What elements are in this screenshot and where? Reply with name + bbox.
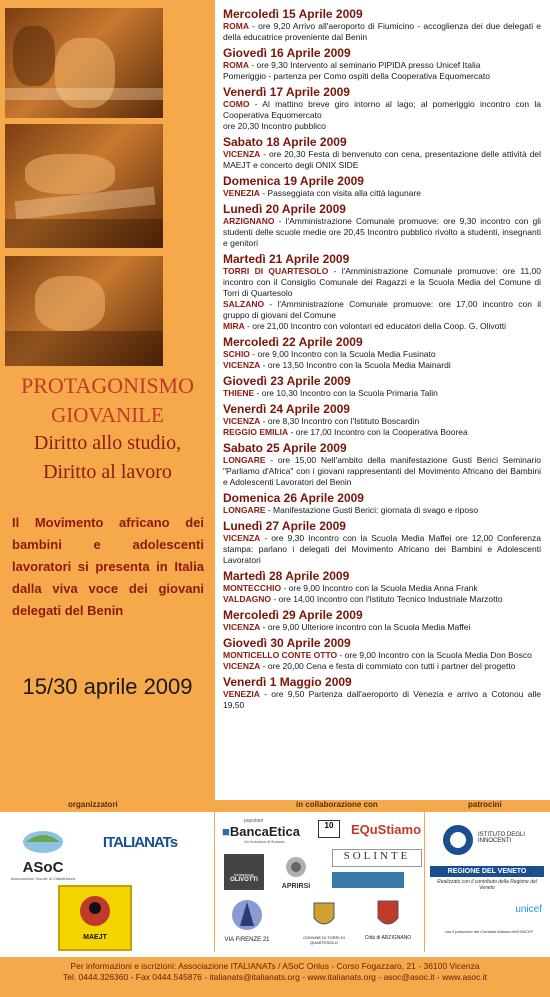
program-item [223, 455, 541, 488]
program-item [223, 583, 541, 594]
viafirenze-icon [230, 898, 264, 932]
program-item [223, 427, 541, 438]
sponsor-section-bar [0, 800, 550, 812]
maejt-emblem-icon [75, 893, 115, 929]
program-item-place: VENEZIA [223, 689, 260, 699]
program-item-text: - ore 13,50 Incontro con la Scuola Media Mainardi [260, 360, 451, 370]
program-day [223, 608, 541, 633]
program-item-text: - l'Amministrazione Comunale promuove: ore 17,00 incontro con il gruppo di giovani del Comune [223, 299, 541, 320]
program-day [223, 491, 541, 516]
footer-contacts-line-2: Tel. 0444.326360 - Fax 0444.545876 - italianats@italianats.org - www.italianats.org - asoc@asoc.it - www.asoc.it [62, 972, 488, 982]
program-day-date: Sabato 25 Aprile 2009 [223, 441, 347, 455]
program-item [223, 533, 541, 566]
asoc-logo: ASoC Associazione Scuole di Cittadinanza [8, 826, 78, 881]
veneto-logo: REGIONE DEL VENETO Realizzato con il contributo della Regione del Veneto [430, 866, 544, 891]
program-day [223, 519, 541, 566]
program-day-date: Mercoledì 22 Aprile 2009 [223, 335, 363, 349]
title-line-1: PROTAGONISMO [20, 373, 195, 398]
program-day [223, 374, 541, 399]
program-day-date: Lunedì 27 Aprile 2009 [223, 519, 346, 533]
program-item-text: - ore 17,00 Incontro con la Cooperativa Boorea [288, 427, 468, 437]
left-column [0, 0, 215, 800]
program-item-text: - Passeggiata con visita alla città lagunare [259, 188, 421, 198]
program-item-text: - ore 9,30 Incontro con la Scuola Media Maffei ore 12,00 Conferenza stampa: parlano i delegati del Movimento Africano dei Bambini e Adolescenti Lavoratori [223, 533, 541, 565]
program-day [223, 441, 541, 488]
program-item [223, 689, 541, 711]
footer-contacts-line-1: Per informazioni e iscrizioni: Associazione ITALIANATs / ASoC Onlus - Corso Fogazzaro, 21 - 36100 Vicenza [70, 961, 480, 971]
program-item [223, 416, 541, 427]
program-day-date: Venerdì 1 Maggio 2009 [223, 675, 352, 689]
torri-crest-icon [311, 900, 337, 930]
program-day-date: Mercoledì 15 Aprile 2009 [223, 7, 363, 21]
program-item [223, 121, 541, 132]
aprirsi-icon [281, 856, 311, 878]
collaboration-label: in collaborazione con [296, 800, 378, 809]
italianats-logo: ITALIANATs [102, 834, 178, 851]
program-item-place: TORRI DI QUARTESOLO [223, 266, 329, 276]
logo-separator [214, 812, 215, 952]
innocenti-icon [442, 824, 474, 856]
program-item-text: - ore 20,00 Cena e festa di commiato con tutti i partner del progetto [260, 661, 516, 671]
program-item [223, 594, 541, 605]
program-day-date: Venerdì 17 Aprile 2009 [223, 85, 350, 99]
olivotti-logo: fondazione OLIVOTTI [224, 854, 264, 890]
program-day [223, 135, 541, 171]
program-item [223, 388, 541, 399]
program-item-text: - ore 9,20 Arrivo all'aeroporto di Fiumicino - accoglienza dei due delegati e della educatrice proveniente dal Benin [223, 21, 541, 42]
arzignano-logo: Città di ARZIGNANO [360, 898, 416, 941]
sponsor-logos [0, 812, 550, 957]
program-item-text: - ore 9,00 Incontro con la Scuola Media Anna Frank [281, 583, 478, 593]
program-day-date: Martedì 21 Aprile 2009 [223, 252, 350, 266]
program-day [223, 46, 541, 82]
program-item-place: MONTICELLO CONTE OTTO [223, 650, 338, 660]
program-item [223, 188, 541, 199]
photo-hands-weaving [5, 256, 163, 366]
program-item-text: - Al mattino breve giro intorno al lago; al pomeriggio incontro con la Cooperativa Equomercato [223, 99, 541, 120]
program-item [223, 299, 541, 321]
program-item-place: MIRA [223, 321, 245, 331]
program-item-text: - ore 15,00 Nell'ambito della manifestazione Gusti Berici Seminario "Parliamo d'Africa" con i giovani rappresentanti del Movimento Africano dei Bambini e Adolescenti Lavoratori del Benin [223, 455, 541, 487]
viafirenze-logo: VIA FIRENZE 21 [222, 898, 272, 943]
program-item-place: SALZANO [223, 299, 265, 309]
program-item-place: VENEZIA [223, 188, 260, 198]
program-item [223, 661, 541, 672]
program-item-text: Pomeriggio - partenza per Como ospiti della Cooperativa Equomercato [223, 71, 490, 81]
program-day-date: Giovedì 16 Aprile 2009 [223, 46, 351, 60]
program-item-place: COMO [223, 99, 250, 109]
program-item-place: THIENE [223, 388, 255, 398]
program-day [223, 675, 541, 711]
program-item [223, 321, 541, 332]
program-item [223, 349, 541, 360]
program-day [223, 174, 541, 199]
program-item [223, 505, 541, 516]
program-item-place: VICENZA [223, 360, 261, 370]
event-dates: 15/30 aprile 2009 [22, 674, 193, 699]
ten-icon: 10 [318, 820, 340, 838]
program-day-date: Domenica 19 Aprile 2009 [223, 174, 364, 188]
program-item-place: VICENZA [223, 622, 261, 632]
program-item-place: ROMA [223, 21, 249, 31]
program-item [223, 99, 541, 121]
program-item-text: - ore 9,00 Incontro con la Scuola Media Fusinato [249, 349, 436, 359]
solinte-banner-icon [332, 872, 404, 888]
program-item-place: VICENZA [223, 149, 261, 159]
program-item [223, 360, 541, 371]
bancaetica-logo: popolare ■BancaEtica Un business di finanza [222, 818, 300, 844]
program-day-date: Venerdì 24 Aprile 2009 [223, 402, 350, 416]
program-item-place: LONGARE [223, 505, 266, 515]
program-day-date: Martedì 28 Aprile 2009 [223, 569, 350, 583]
program-schedule [215, 0, 550, 800]
program-day-date: Sabato 18 Aprile 2009 [223, 135, 347, 149]
patronage-label: patrocini [468, 800, 502, 809]
program-item-place: VALDAGNO [223, 594, 272, 604]
program-day [223, 569, 541, 605]
photo-child-working [5, 8, 163, 118]
solinte-logo: SOLINTE [332, 849, 422, 867]
program-item-text: - Manifestazione Gusti Berici: giornata di svago e riposo [265, 505, 479, 515]
organizers-label: organizzatori [68, 800, 118, 809]
program-item-place: MONTECCHIO [223, 583, 282, 593]
program-day [223, 7, 541, 43]
program-item [223, 266, 541, 299]
unicef-logo: unicef con il patrocinio del Comitato Italiano dell'UNICEF [444, 904, 542, 934]
logo-separator [424, 812, 425, 952]
program-item-place: VICENZA [223, 416, 261, 426]
title-line-4: Diritto al lavoro [43, 461, 172, 483]
equostiamo-logo: EQuStiamo [350, 822, 422, 837]
program-item-place: ROMA [223, 60, 249, 70]
program-day [223, 402, 541, 438]
program-item-text: - ore 9,30 Intervento al seminario PIPIDA presso Unicef Italia [248, 60, 481, 70]
program-day-date: Mercoledì 29 Aprile 2009 [223, 608, 363, 622]
program-item-text: - ore 8,30 Incontro con l'Istituto Boscardin [260, 416, 420, 426]
program-item [223, 650, 541, 661]
program-item-text: - ore 9,00 Ulteriore incontro con la Scuola Media Maffei [260, 622, 471, 632]
program-day [223, 85, 541, 132]
program-item-text: - ore 21,00 Incontro con volontari ed educatori della Coop. G. Olivotti [244, 321, 507, 331]
program-item-text: - ore 9,00 Incontro con la Scuola Media Don Bosco [337, 650, 532, 660]
arzignano-crest-icon [375, 898, 401, 930]
innocenti-logo: ISTITUTO DEGLI INNOCENTI [442, 824, 542, 856]
program-item-text: ore 20,30 Incontro pubblico [223, 121, 327, 131]
program-item [223, 149, 541, 171]
program-day [223, 202, 541, 249]
program-day-date: Domenica 26 Aprile 2009 [223, 491, 364, 505]
program-item [223, 21, 541, 43]
program-day [223, 335, 541, 371]
photo-hands-working [5, 124, 163, 248]
lead-text: Il Movimento africano dei bambini e adolescenti lavoratori si presenta in Italia dalla viva voce dei giovani delegati del Benin [12, 515, 204, 618]
program-item [223, 71, 541, 82]
program-day-date: Giovedì 30 Aprile 2009 [223, 636, 351, 650]
title-line-2: GIOVANILE [51, 403, 164, 427]
program-item-place: REGGIO EMILIA [223, 427, 289, 437]
program-day [223, 636, 541, 672]
torri-logo: COMUNE DI TORRI DI QUARTESOLO [296, 900, 352, 945]
program-item-text: - l'Amministrazione Comunale promuove: ore 9,30 incontro con gli studenti delle scuole medie ore 20,45 Incontro pubblico rivolto a studenti, insegnanti e genitori [223, 216, 541, 248]
program-item-text: - ore 10,30 Incontro con la Scuola Primaria Talin [254, 388, 438, 398]
footer [0, 957, 550, 997]
program-item-text: - l'Amministrazione Comunale promuove: ore 11,00 incontro con il Consiglio Comunale dei Ragazzi e la Scuola Media del Comune di Torri di Quartesolo [223, 266, 541, 298]
program-day-date: Lunedì 20 Aprile 2009 [223, 202, 346, 216]
program-item-place: VICENZA [223, 661, 261, 671]
program-item-text: - ore 9,50 Partenza dall'aeroporto di Venezia e arrivo a Cotonou alle 19,50 [223, 689, 541, 710]
program-item [223, 60, 541, 71]
program-day [223, 252, 541, 332]
program-item-text: - ore 14,00 Incontro con l'Istituto Tecnico Industriale Marzotto [271, 594, 503, 604]
aprirsi-logo: APRIRSI [274, 856, 318, 890]
maejt-logo: MAEJT [58, 885, 132, 951]
program-item-place: ARZIGNANO [223, 216, 275, 226]
title-line-3: Diritto allo studio, [33, 432, 182, 454]
program-item-place: LONGARE [223, 455, 266, 465]
program-item [223, 216, 541, 249]
program-item-text: - ore 20,30 Festa di benvenuto con cena, presentazione delle attività del MAEJT e concerto degli ONIX SIDE [223, 149, 541, 170]
program-day-date: Giovedì 23 Aprile 2009 [223, 374, 351, 388]
program-item-place: SCHIO [223, 349, 250, 359]
program-item [223, 622, 541, 633]
program-item-place: VICENZA [223, 533, 261, 543]
asoc-globe-icon [18, 826, 68, 854]
